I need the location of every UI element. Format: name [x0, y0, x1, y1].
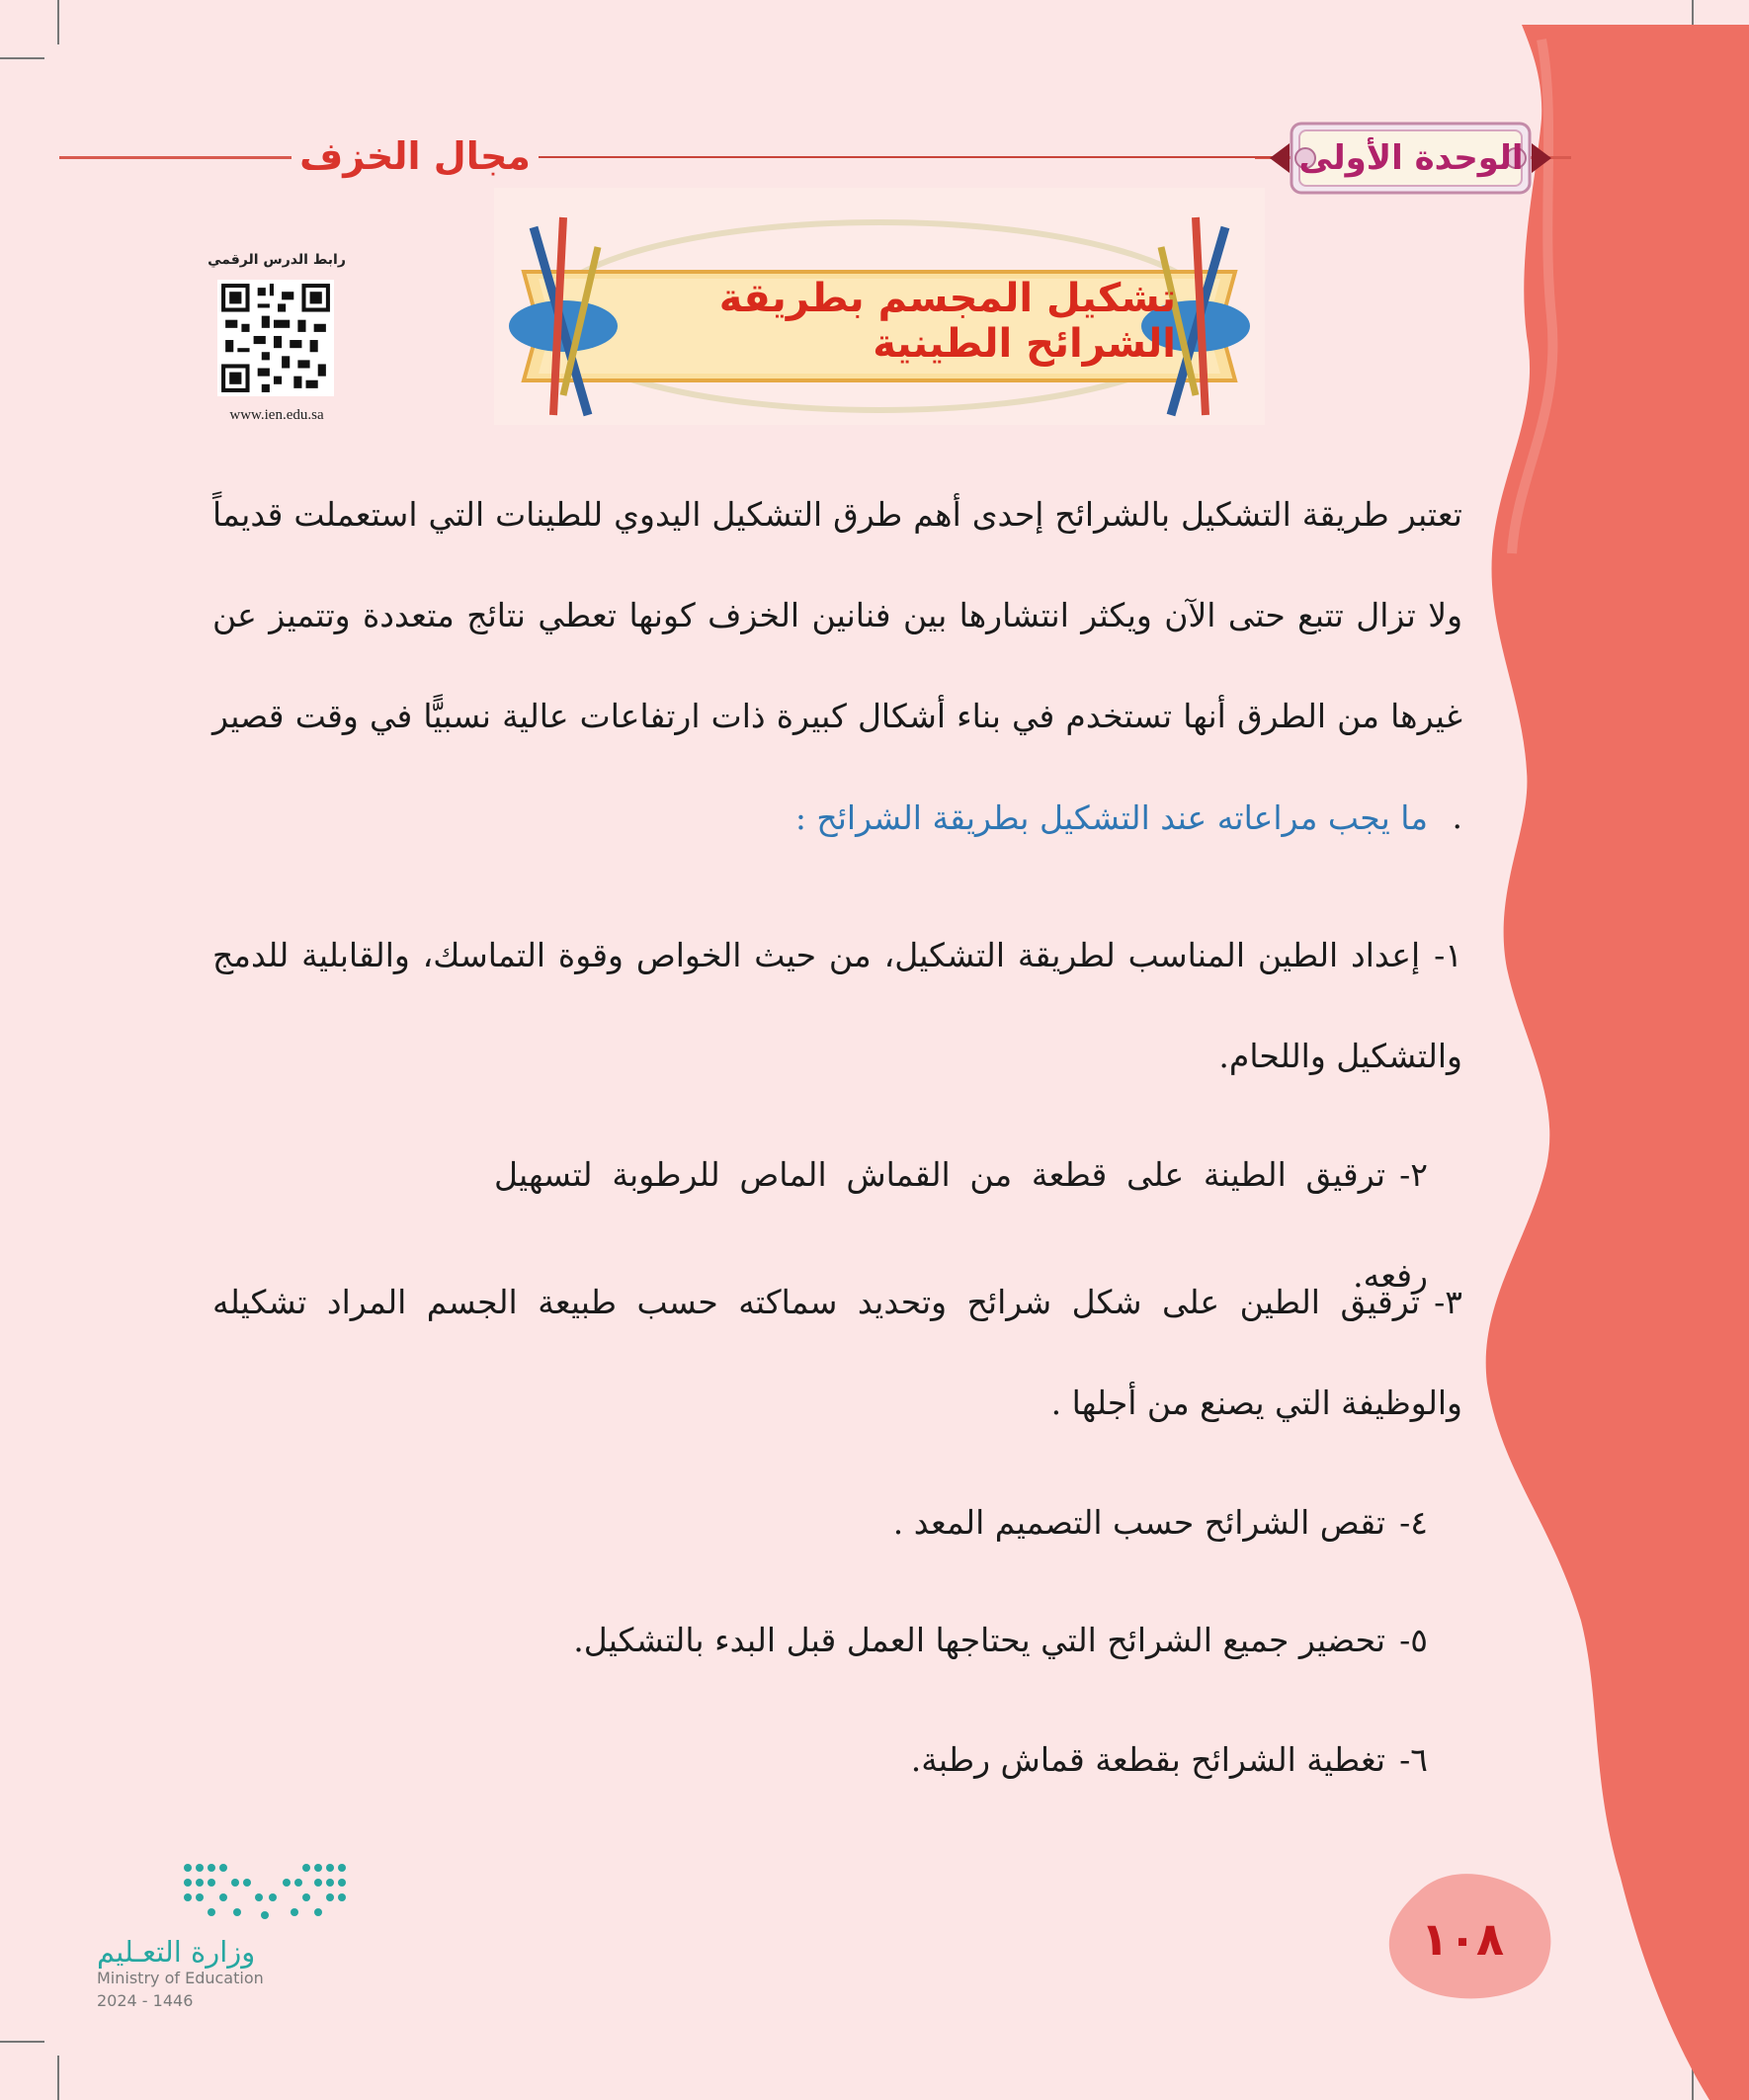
unit-badge: [1270, 114, 1551, 203]
qr-caption: رابط الدرس الرقمي: [208, 252, 346, 268]
list-item: [494, 1710, 1428, 1810]
header-divider-center: [539, 156, 1275, 158]
ministry-logo-icon: [178, 1858, 356, 1927]
list-item-number: ٥-: [1399, 1621, 1428, 1659]
list-item-text: إعداد الطين المناسب لطريقة التشكيل، من حيث الخواص وقوة التماسك، والقابلية للدمج والتشكيل واللحام.: [212, 936, 1462, 1075]
ministry-name-arabic: وزارة التعـليم: [97, 1935, 256, 1969]
list-item-number: ٣-: [1434, 1283, 1462, 1321]
list-item-text: ترقيق الطين على شكل شرائح وتحديد سماكته حسب طبيعة الجسم المراد تشكيله والوظيفة التي يصنع من أجلها .: [212, 1283, 1462, 1422]
list-item-text: تغطية الشرائح بقطعة قماش رطبة.: [910, 1740, 1386, 1779]
edition-year: 2024 - 1446: [97, 1991, 194, 2010]
list-item-number: ٤-: [1399, 1503, 1428, 1542]
list-item-text: تقص الشرائح حسب التصميم المعد .: [892, 1503, 1386, 1542]
list-item-number: ١-: [1434, 936, 1462, 974]
qr-url[interactable]: www.ien.edu.sa: [229, 407, 324, 423]
list-item-number: ٦-: [1399, 1740, 1428, 1779]
list-item-text: ترقيق الطينة على قطعة من القماش الماص للرطوبة لتسهيل رفعه.: [494, 1155, 1428, 1295]
lesson-title: تشكيل المجسم بطريقة الشرائح الطينية: [718, 276, 1176, 367]
list-item-text: تحضير جميع الشرائح التي يحتاجها العمل قبل البدء بالتشكيل.: [573, 1621, 1386, 1659]
section-subheading: ما يجب مراعاته عند التشكيل بطريقة الشرائح :: [794, 798, 1428, 837]
list-item: [494, 1590, 1428, 1691]
list-item: [212, 1252, 1462, 1454]
page-number: ١٠٨: [1420, 1912, 1505, 1966]
qr-code-icon[interactable]: [217, 280, 334, 396]
list-item-number: ٢-: [1399, 1155, 1428, 1194]
ministry-name-english: Ministry of Education: [97, 1969, 264, 1987]
unit-label: الوحدة الأولى: [1298, 138, 1524, 178]
list-item: [212, 905, 1462, 1107]
intro-paragraph: تعتبر طريقة التشكيل بالشرائح إحدى أهم طرق التشكيل اليدوي للطينات التي استعملت قديماً ولا تزال تتبع حتى الآن ويكثر انتشارها بين فنانين الخزف كونها تعطي نتائج متعددة وتتميز عن غيرها من الطرق أنها تستخدم في بناء أشكال كبيرة ذات ارتفاعات عالية نسبيًّا في وقت قصير .: [212, 495, 1462, 836]
list-item: [494, 1472, 1428, 1573]
header-divider-left: [59, 156, 292, 159]
domain-title: مجال الخزف: [299, 134, 531, 178]
